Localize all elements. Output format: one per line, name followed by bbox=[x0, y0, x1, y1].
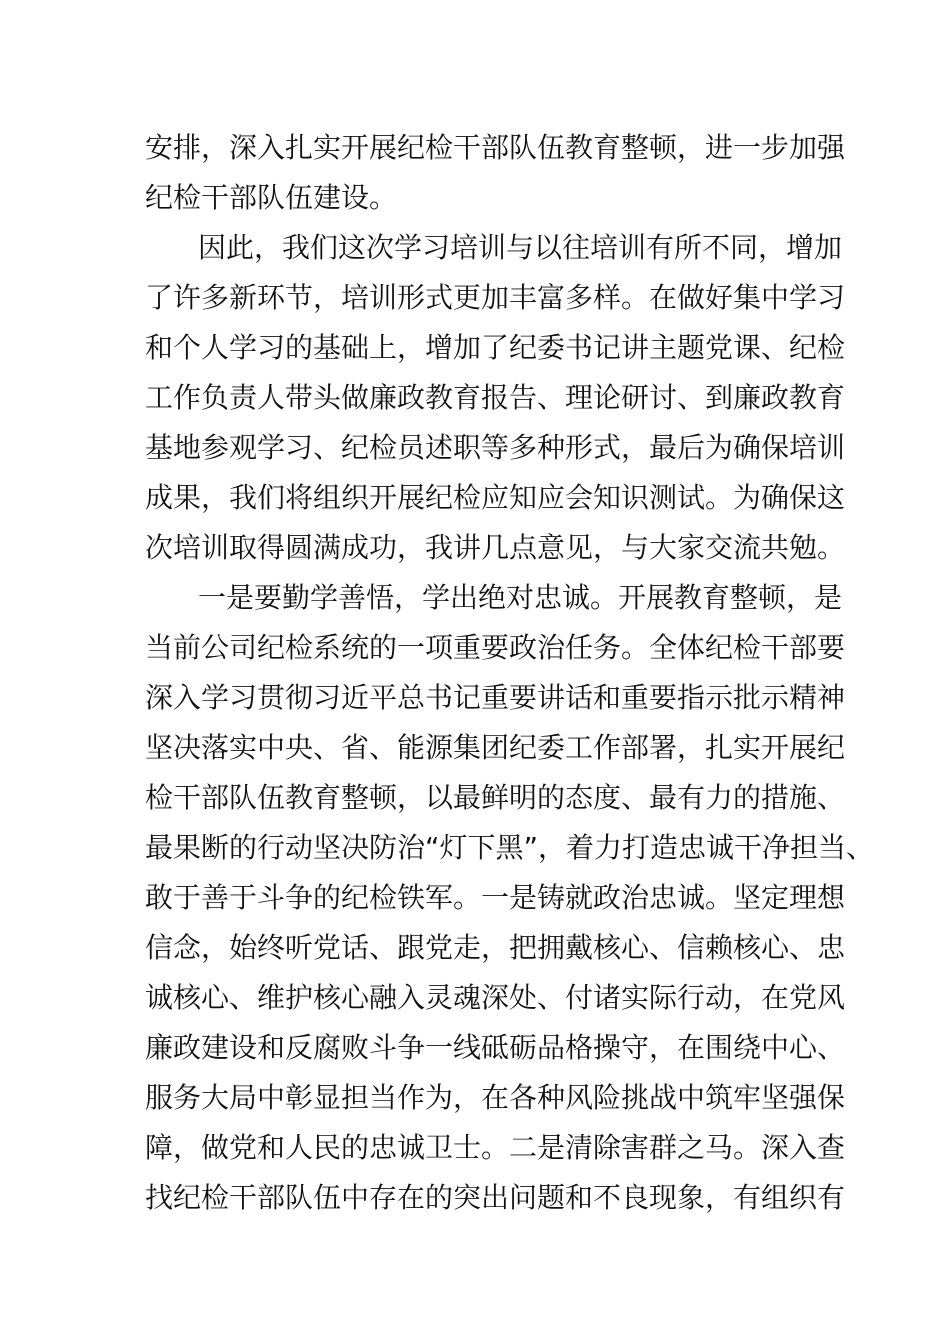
text-line: 深入学习贯彻习近平总书记重要讲话和重要指示批示精神 bbox=[145, 681, 846, 714]
text-line: 成果，我们将组织开展纪检应知应会知识测试。为确保这 bbox=[145, 481, 846, 514]
paragraph-start-line: 因此，我们这次学习培训与以往培训有所不同，增加 bbox=[198, 231, 843, 264]
text-line: 当前公司纪检系统的一项重要政治任务。全体纪检干部要 bbox=[145, 631, 846, 664]
text-line: 基地参观学习、纪检员述职等多种形式，最后为确保培训 bbox=[145, 431, 846, 464]
text-line: 检干部队伍教育整顿，以最鲜明的态度、最有力的措施、 bbox=[145, 781, 846, 814]
text-line: 次培训取得圆满成功，我讲几点意见，与大家交流共勉。 bbox=[145, 531, 846, 564]
text-line: 工作负责人带头做廉政教育报告、理论研讨、到廉政教育 bbox=[145, 381, 846, 414]
text-line: 信念，始终听党话、跟党走，把拥戴核心、信赖核心、忠 bbox=[145, 931, 846, 964]
text-line: 服务大局中彰显担当作为，在各种风险挑战中筑牢坚强保 bbox=[145, 1081, 846, 1114]
text-line: 找纪检干部队伍中存在的突出问题和不良现象，有组织有 bbox=[145, 1181, 846, 1214]
text-line: 坚决落实中央、省、能源集团纪委工作部署，扎实开展纪 bbox=[145, 731, 846, 764]
text-line: 敢于善于斗争的纪检铁军。一是铸就政治忠诚。坚定理想 bbox=[145, 881, 846, 914]
text-line: 和个人学习的基础上，增加了纪委书记讲主题党课、纪检 bbox=[145, 331, 846, 364]
text-line: 障，做党和人民的忠诚卫士。二是清除害群之马。深入查 bbox=[145, 1131, 846, 1164]
text-line: 最果断的行动坚决防治“灯下黑”，着力打造忠诚干净担当、 bbox=[145, 831, 875, 864]
text-line: 廉政建设和反腐败斗争一线砥砺品格操守，在围绕中心、 bbox=[145, 1031, 846, 1064]
text-line: 纪检干部队伍建设。 bbox=[145, 181, 398, 214]
paragraph-start-line: 一是要勤学善悟，学出绝对忠诚。开展教育整顿，是 bbox=[198, 581, 843, 614]
text-line: 了许多新环节，培训形式更加丰富多样。在做好集中学习 bbox=[145, 281, 846, 314]
text-line: 诚核心、维护核心融入灵魂深处、付诸实际行动，在党风 bbox=[145, 981, 846, 1014]
text-line: 安排，深入扎实开展纪检干部队伍教育整顿，进一步加强 bbox=[145, 131, 846, 164]
